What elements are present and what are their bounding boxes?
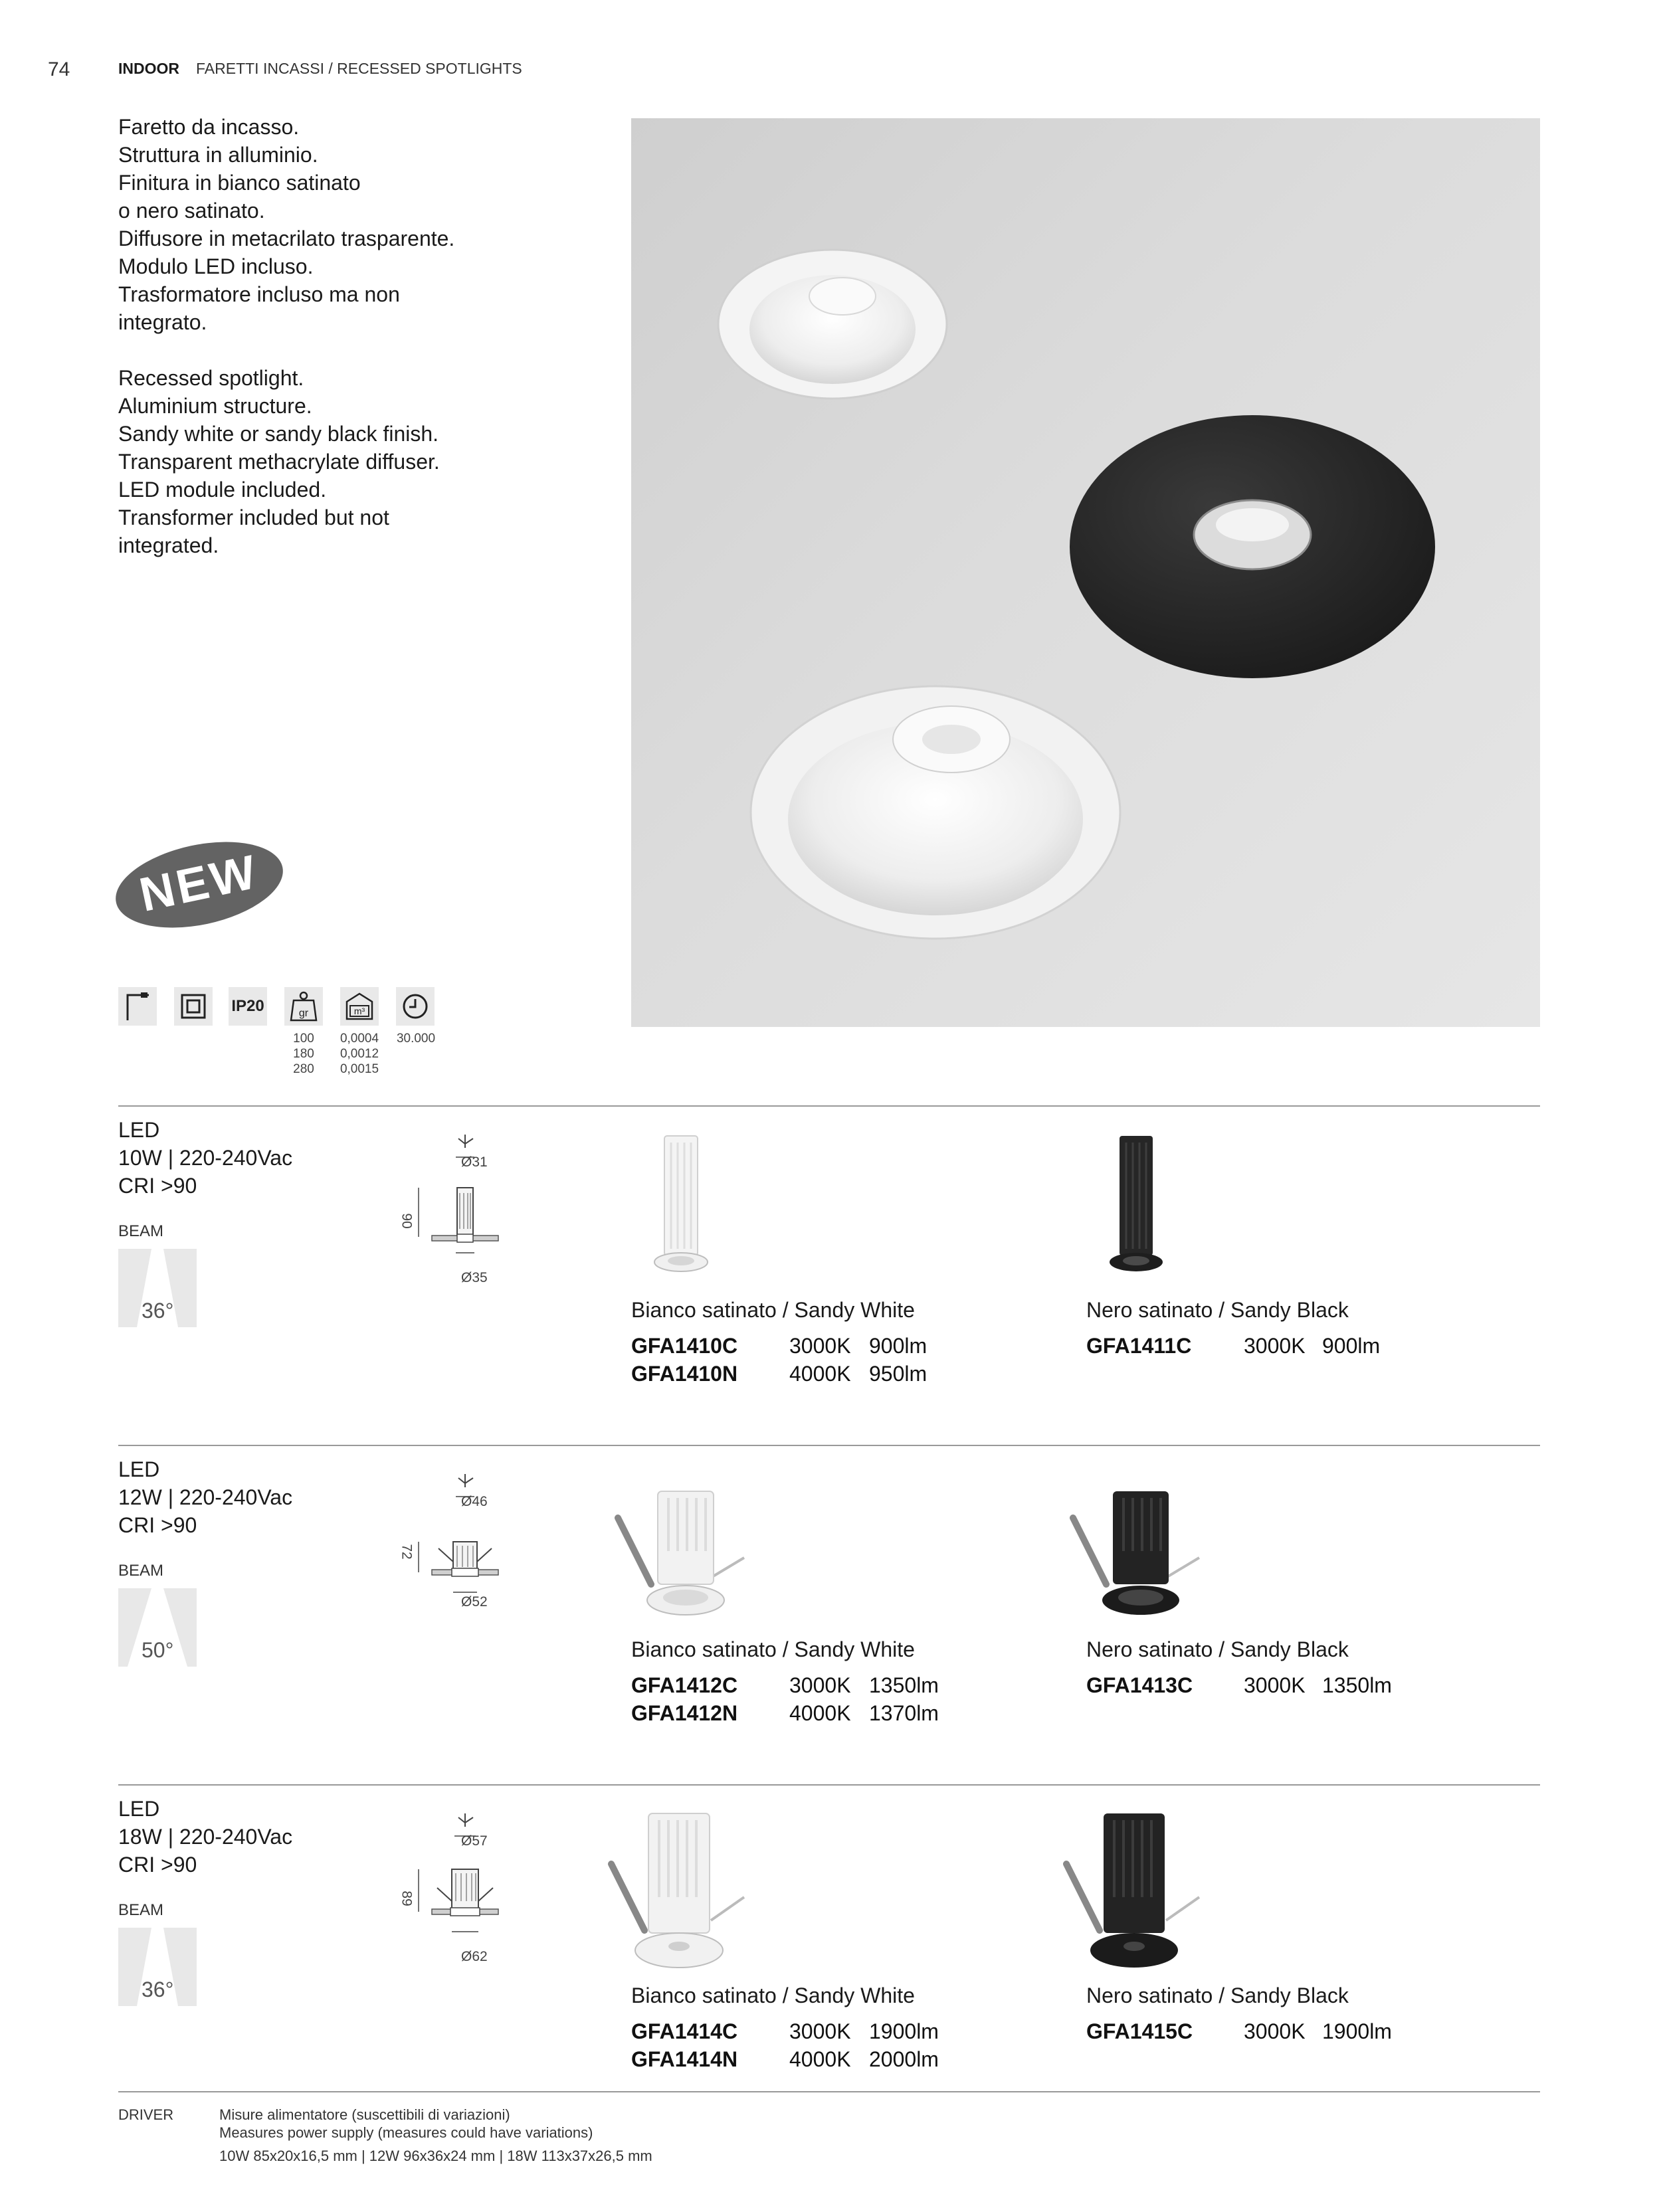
product-code: GFA1414C (631, 2019, 738, 2043)
lumen: 1370lm (869, 1701, 939, 1725)
dimension-drawing (399, 1808, 532, 1971)
dimension-drawing (399, 1129, 532, 1292)
color-temp: 3000K (1244, 1334, 1306, 1358)
lumen: 950lm (869, 1362, 927, 1386)
diameter-top: Ø57 (461, 1833, 488, 1849)
product-photo-black (1053, 1804, 1213, 1980)
weight-unit-label: gr (298, 1008, 309, 1019)
height-dim: 90 (399, 1213, 415, 1229)
weight-icon (284, 987, 323, 1026)
product-code: GFA1410N (631, 1362, 738, 1386)
lumen: 1350lm (869, 1673, 939, 1697)
beam-angle: 36° (142, 1299, 174, 1323)
weight-values: 100 180 280 (293, 1032, 314, 1076)
product-code: GFA1411C (1086, 1334, 1192, 1358)
beam-angle: 36° (142, 1978, 174, 2001)
beam-angle: 50° (142, 1638, 174, 1662)
beam-angle-graphic (118, 1588, 197, 1667)
finish-caption-black: Nero satinato / Sandy Black (1086, 1637, 1349, 1661)
lumen: 1900lm (1322, 2019, 1392, 2043)
diameter-top: Ø31 (461, 1154, 488, 1170)
driver-info: Misure alimentatore (suscettibili di variazioni) Measures power supply (measures could have variations) 10W 85x20x16,5 mm | 12W 96x36x24 mm | 18W 113x37x26,5 mm (219, 2106, 652, 2164)
volume-values: 0,0004 0,0012 0,0015 (340, 1032, 379, 1076)
color-temp: 3000K (789, 1334, 851, 1358)
volume-icon (340, 987, 379, 1026)
led-spec: LED 10W | 220-240Vac CRI >90 (118, 1118, 293, 1198)
diameter-top: Ø46 (461, 1494, 488, 1509)
divider (118, 1784, 1540, 1786)
product-photo-black (1066, 1478, 1213, 1627)
product-photo-white (611, 1478, 757, 1627)
diameter-bottom: Ø52 (461, 1594, 488, 1610)
finish-caption-white: Bianco satinato / Sandy White (631, 1637, 915, 1661)
product-code: GFA1412C (631, 1673, 738, 1697)
new-badge-text: NEW (135, 845, 263, 922)
finish-caption-white: Bianco satinato / Sandy White (631, 1983, 915, 2007)
spotlights-illustration (631, 118, 1540, 1027)
color-temp: 4000K (789, 1362, 851, 1386)
beam-label: BEAM (118, 1222, 164, 1240)
lumen: 2000lm (869, 2047, 939, 2071)
diameter-bottom: Ø62 (461, 1949, 488, 1964)
lifetime-value: 30.000 (396, 1032, 436, 1046)
color-temp: 3000K (789, 2019, 851, 2043)
ceiling-recessed-icon (118, 987, 157, 1026)
lumen: 900lm (1322, 1334, 1381, 1358)
finish-caption-black: Nero satinato / Sandy Black (1086, 1983, 1349, 2007)
led-spec: LED 12W | 220-240Vac CRI >90 (118, 1457, 293, 1537)
divider (118, 1105, 1540, 1107)
product-photo-white (644, 1129, 724, 1285)
product-code: GFA1413C (1086, 1673, 1193, 1697)
ip-rating-icon: IP20 (229, 987, 267, 1026)
height-dim: 72 (399, 1544, 415, 1560)
beam-label: BEAM (118, 1901, 164, 1919)
product-code: GFA1410C (631, 1334, 738, 1358)
product-code: GFA1412N (631, 1701, 738, 1725)
diameter-bottom: Ø35 (461, 1270, 488, 1285)
lifetime-clock-icon (396, 987, 435, 1026)
divider (118, 1445, 1540, 1446)
product-photo-black (1100, 1129, 1179, 1285)
hero-photo (631, 118, 1540, 1027)
color-temp: 4000K (789, 1701, 851, 1725)
description-italian: Faretto da incasso. Struttura in alluminio. Finitura in bianco satinato o nero satinato. Diffusore in metacrilato trasparente. Modulo LED incluso. Trasformatore incluso ma non integrato. (118, 115, 455, 334)
color-temp: 3000K (1244, 2019, 1306, 2043)
lumen: 1350lm (1322, 1673, 1392, 1697)
description-english: Recessed spotlight. Aluminium structure. Sandy white or sandy black finish. Transparent methacrylate diffuser. LED module included. Transformer included but not integrated. (118, 366, 440, 557)
finish-caption-black: Nero satinato / Sandy Black (1086, 1298, 1349, 1322)
lumen: 1900lm (869, 2019, 939, 2043)
volume-unit-label: m³ (353, 1006, 365, 1016)
product-code: GFA1415C (1086, 2019, 1193, 2043)
class-ii-insulation-icon (174, 987, 213, 1026)
beam-angle-graphic (118, 1928, 197, 2006)
driver-label: DRIVER (118, 2106, 174, 2123)
section-title: INDOOR (118, 60, 179, 77)
product-code: GFA1414N (631, 2047, 738, 2071)
color-temp: 4000K (789, 2047, 851, 2071)
color-temp: 3000K (789, 1673, 851, 1697)
subsection-title: FARETTI INCASSI / RECESSED SPOTLIGHTS (196, 60, 522, 77)
divider (118, 2091, 1540, 2092)
beam-label: BEAM (118, 1562, 164, 1580)
lumen: 900lm (869, 1334, 927, 1358)
height-dim: 89 (399, 1890, 415, 1906)
beam-angle-graphic (118, 1249, 197, 1327)
new-badge (113, 838, 286, 935)
color-temp: 3000K (1244, 1673, 1306, 1697)
page-number: 74 (48, 58, 70, 80)
finish-caption-white: Bianco satinato / Sandy White (631, 1298, 915, 1322)
product-photo-white (598, 1804, 757, 1980)
led-spec: LED 18W | 220-240Vac CRI >90 (118, 1797, 293, 1877)
